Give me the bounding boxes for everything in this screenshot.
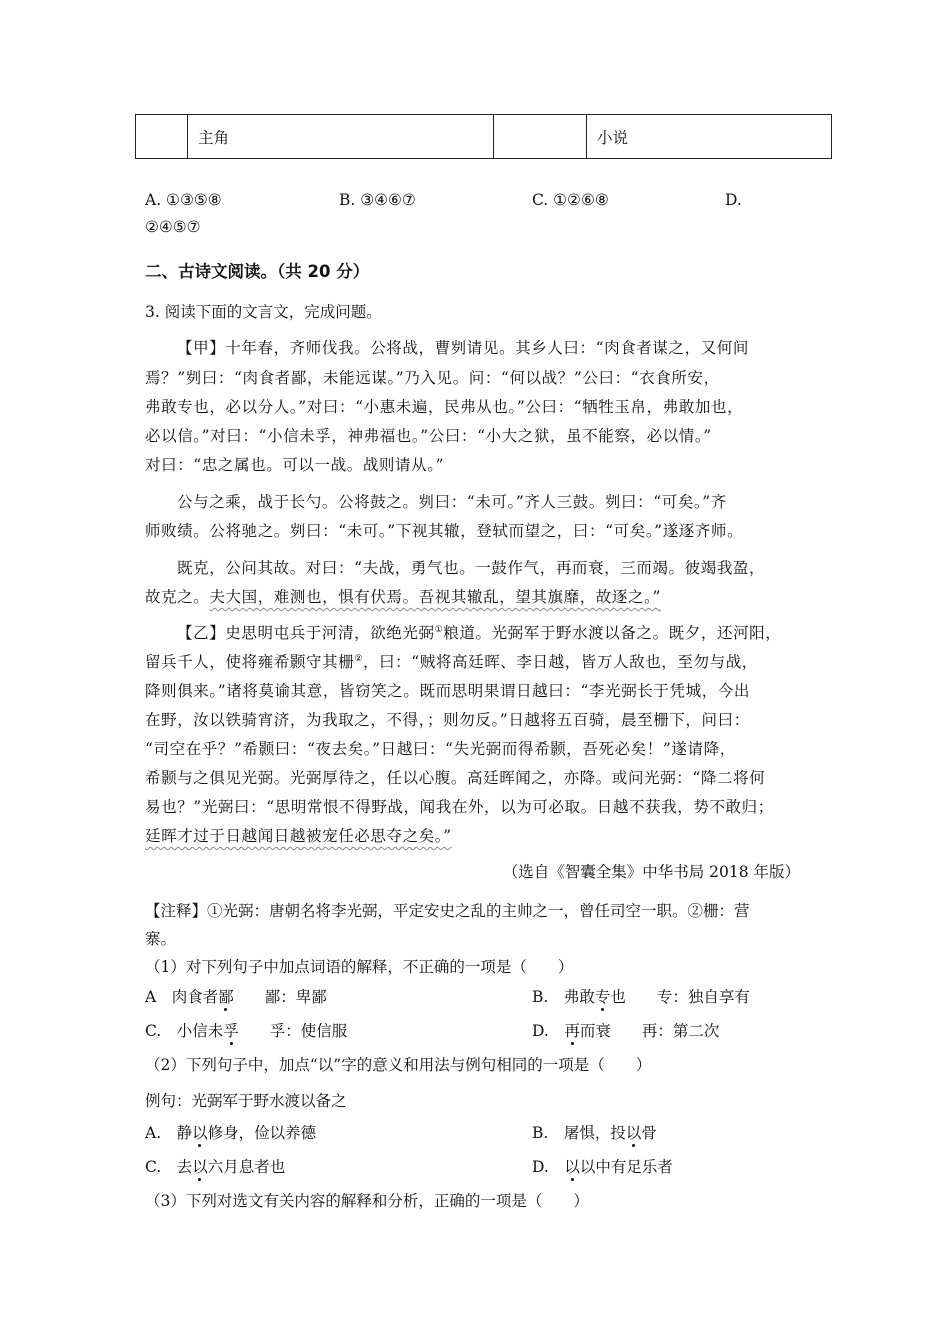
passage-fragment: 粮道。光弼军于野水渡以备之。既夕，还河阳， (443, 624, 782, 642)
choice-c: C. 小信未孚 孚：使信服 (145, 1022, 348, 1040)
underlined-sentence: 廷晖才过于日越闻日越被宠任必思夺之矣。” (145, 827, 452, 845)
passage-line (145, 585, 661, 607)
choice-b: B. 屠惧，投以骨 (532, 1124, 657, 1142)
passage-line: 易也？”光弼曰：“思明常恨不得野战，闻我在外，以为可必取。日越不获我，势不敢归； (145, 798, 774, 816)
choice-d: D. 以以中有足乐者 (532, 1158, 673, 1176)
passage-line: 焉？”刿曰：“肉食者鄙，未能远谋。”乃入见。问：“何以战？”公曰：“衣食所安， (145, 369, 720, 387)
sub-question-2: （2）下列句子中，加点“以”字的意义和用法与例句相同的一项是（ ） (145, 1056, 652, 1074)
question-intro: 3. 阅读下面的文言文，完成问题。 (145, 303, 382, 321)
option-b: B. ③④⑥⑦ (339, 191, 416, 209)
choice-a: A 肉食者鄙 鄙：卑鄙 (145, 988, 327, 1006)
table-cell: 小说 (587, 115, 832, 159)
choice-c: C. 去以六月息者也 (145, 1158, 286, 1176)
passage-line: 师败绩。公将驰之。刿曰：“未可。”下视其辙，登轼而望之，曰：“可矣。”遂逐齐师。 (145, 522, 744, 540)
annotation: 【注释】①光弼：唐朝名将李光弼，平定安史之乱的主帅之一，曾任司空一职。②栅：营 (145, 902, 750, 920)
dotted-word: 孚 (223, 1022, 239, 1040)
sub-question-3: （3）下列对选文有关内容的解释和分析，正确的一项是（ ） (145, 1192, 589, 1210)
passage-line: 必以信。”对曰：“小信未孚，神弗福也。”公曰：“小大之狱，虽不能察，必以情。” (145, 427, 712, 445)
footnote-mark: ① (434, 624, 444, 635)
option-c: C. ①②⑥⑧ (532, 191, 609, 209)
passage-line: 既克，公问其故。对曰：“夫战，勇气也。一鼓作气，再而衰，三而竭。彼竭我盈， (177, 559, 766, 577)
passage-line: 降则俱来。”诸将莫谕其意，皆窃笑之。既而思明果谓日越曰：“李光弼长于凭城，今出 (145, 682, 751, 700)
option-d-continued: ②④⑤⑦ (145, 218, 201, 236)
dotted-word: 以 (192, 1158, 208, 1176)
passage-line: “司空在乎？”希颢曰：“夜去矣。”日越曰：“失光弼而得希颢，吾死必矣！”遂请降， (145, 740, 736, 758)
table-cell: 主角 (188, 115, 494, 159)
dotted-word: 专 (594, 988, 611, 1006)
answer-table (135, 114, 832, 159)
table-row (136, 115, 832, 159)
passage-line: 公与之乘，战于长勺。公将鼓之。刿曰：“未可。”齐人三鼓。刿曰：“可矣。”齐 (177, 493, 727, 511)
annotation-continued: 寨。 (145, 930, 177, 948)
example-sentence: 例句：光弼军于野水渡以备之 (145, 1092, 347, 1110)
option-a: A. ①③⑤⑧ (145, 191, 222, 209)
passage-line (145, 650, 758, 672)
section-title: 二、古诗文阅读。（共 20 分） (145, 262, 370, 281)
passage-fragment: 故克之。 (145, 588, 210, 606)
passage-line: 在野，汝以铁骑宵济，为我取之，不得，；则勿反。”日越将五百骑，晨至栅下，问曰： (145, 711, 750, 729)
passage-fragment: 【乙】史思明屯兵于河清，欲绝光弼 (177, 624, 435, 642)
table-cell (136, 115, 188, 159)
underlined-sentence: 夫大国，难测也，惧有伏焉。吾视其辙乱，望其旗靡，故逐之。” (209, 588, 661, 606)
dotted-word: 再 (564, 1022, 580, 1040)
choice-d: D. 再而衰 再：第二次 (532, 1022, 720, 1040)
passage-line: 希颢与之俱见光弼。光弼厚待之，任以心腹。高廷晖闻之，亦降。或问光弼：“降二将何 (145, 769, 766, 787)
table-cell (494, 115, 587, 159)
source-citation: （选自《智囊全集》中华书局 2018 年版） (502, 863, 800, 881)
dotted-word: 以 (564, 1158, 580, 1176)
passage-fragment: 留兵千人，使将雍希颢守其栅 (145, 653, 355, 671)
choice-a: A. 静以修身，俭以养德 (145, 1124, 317, 1142)
choice-b: B. 弗敢专也 专：独自享有 (532, 988, 750, 1006)
dotted-word: 以 (192, 1124, 208, 1142)
passage-line: 弗敢专也，必以分人。”对曰：“小惠未遍，民弗从也。”公曰：“牺牲玉帛，弗敢加也， (145, 398, 744, 416)
passage-line: 对曰：“忠之属也。可以一战。战则请从。” (145, 456, 445, 474)
sub-question-1: （1）对下列句子中加点词语的解释，不正确的一项是（ ） (145, 958, 574, 976)
passage-fragment: ，曰：“贼将高廷晖、李日越，皆万人敌也，至勿与战， (362, 653, 758, 671)
footnote-mark: ② (354, 653, 363, 664)
passage-line (177, 621, 781, 643)
passage-line: 【甲】十年春，齐师伐我。公将战，曹刿请见。其乡人曰：“肉食者谋之，又何间 (177, 339, 750, 357)
dotted-word: 以 (625, 1124, 642, 1142)
dotted-word: 鄙 (218, 988, 234, 1006)
option-d: D. (725, 191, 742, 209)
